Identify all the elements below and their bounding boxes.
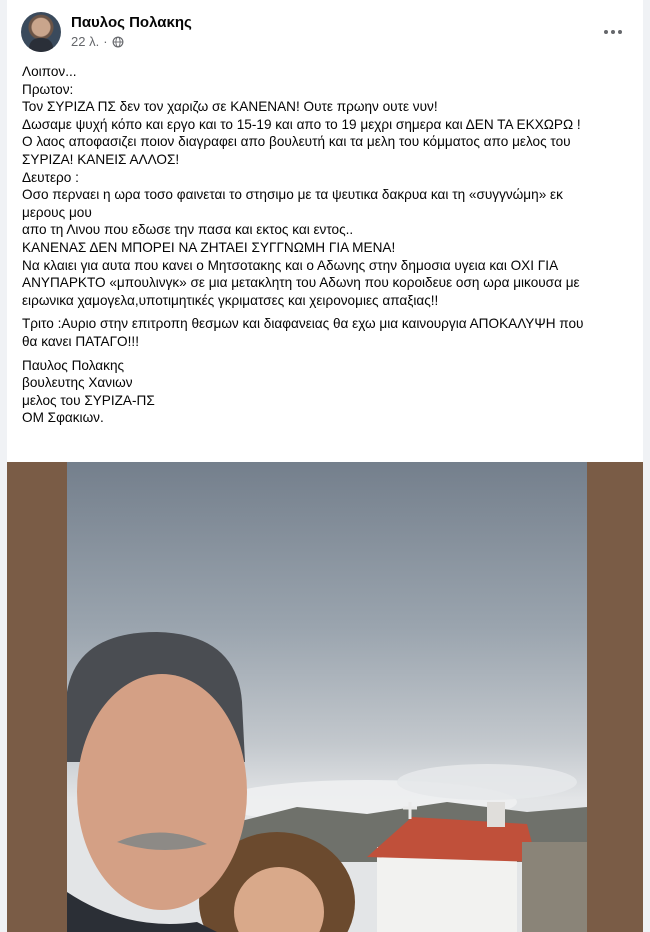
more-options-button[interactable] (597, 16, 629, 48)
post-photo[interactable] (67, 462, 587, 932)
post-line: ειρωνικα χαμογελα,υποτιμητικές γκριματσες και χειρονομιες απαξιας!! (22, 292, 439, 308)
cloud (397, 764, 577, 800)
post-card (7, 0, 643, 932)
post-meta (71, 34, 124, 49)
post-paragraph-main (22, 63, 634, 309)
post-line: Δευτερο : (22, 169, 79, 185)
more-horizontal-icon (611, 30, 615, 34)
signature-line: ΟΜ Σφακιων. (22, 410, 104, 426)
selfie-illustration (67, 462, 587, 932)
globe-icon (112, 36, 124, 48)
post-line: ΑΝΥΠΑΡΚΤΟ «μπουλινγκ» σε μια μετακλητη του Αδωνη που κοροιδευε οση ωρα μικουσα με (22, 275, 580, 291)
post-line: μερους μου (22, 204, 92, 220)
post-paragraph-third (22, 315, 634, 350)
meta-separator: · (103, 34, 108, 49)
signature-line: βουλευτης Χανιων (22, 375, 133, 391)
post-time[interactable]: 22 λ. (71, 34, 100, 49)
more-horizontal-icon (604, 30, 608, 34)
post-line: Να κλαιει για αυτα που κανει ο Μητσοτακης και ο Αδωνης στην δημοσια υγεια και ΟΧΙ ΓΙΑ (22, 257, 559, 273)
post-line: Ο λαος αποφασιζει ποιον διαγραφει απο βουλευτή και τα μελη του κόμματος απο μελος του (22, 134, 571, 150)
post-line: ΣΥΡΙΖΑ! ΚΑΝΕΙΣ ΑΛΛΟΣ! (22, 151, 180, 167)
post-line: Τον ΣΥΡΙΖΑ ΠΣ δεν τον χαριζω σε ΚΑΝΕΝΑΝ! Ουτε πρωην ουτε νυν! (22, 99, 438, 115)
post-line: Τριτο :Αυριο στην επιτροπη θεσμων και διαφανειας θα εχω μια καινουργια ΑΠΟΚΑΛΥΨΗ που (22, 316, 584, 332)
post-signature (22, 357, 634, 427)
avatar[interactable] (21, 12, 61, 52)
stone-wall (522, 842, 587, 932)
post-line: Δωσαμε ψυχή κόπο και εργο και το 15-19 και απο το 19 μεχρι σημερα και ΔΕΝ ΤΑ ΕΚΧΩΡΩ ! (22, 116, 581, 132)
photo-frame[interactable] (7, 462, 643, 932)
post-line: Πρωτον: (22, 81, 74, 97)
post-line: θα κανει ΠΑΤΑΓΟ!!! (22, 333, 139, 349)
signature-line: μελος του ΣΥΡΙΖΑ-ΠΣ (22, 392, 155, 408)
post-line: Λοιπον... (22, 64, 77, 79)
man-face (77, 674, 247, 910)
post-line: Οσο περναει η ωρα τοσο φαινεται το στησιμο με τα ψευτικα δακρυα και τη «συγγνώμη» εκ (22, 187, 563, 203)
signature-line: Παυλος Πολακης (22, 357, 125, 373)
post-text (22, 63, 634, 433)
more-horizontal-icon (618, 30, 622, 34)
chimney (487, 802, 505, 827)
post-line: απο τη Λινου που εδωσε την πασα και εκτος και εντος.. (22, 222, 354, 238)
author-name[interactable]: Παυλος Πολακης (71, 14, 192, 31)
post-line: ΚΑΝΕΝΑΣ ΔΕΝ ΜΠΟΡΕΙ ΝΑ ΖΗΤΑΕΙ ΣΥΓΓΝΩΜΗ ΓΙΑ ΜΕΝΑ! (22, 239, 396, 255)
post-header (21, 12, 629, 54)
